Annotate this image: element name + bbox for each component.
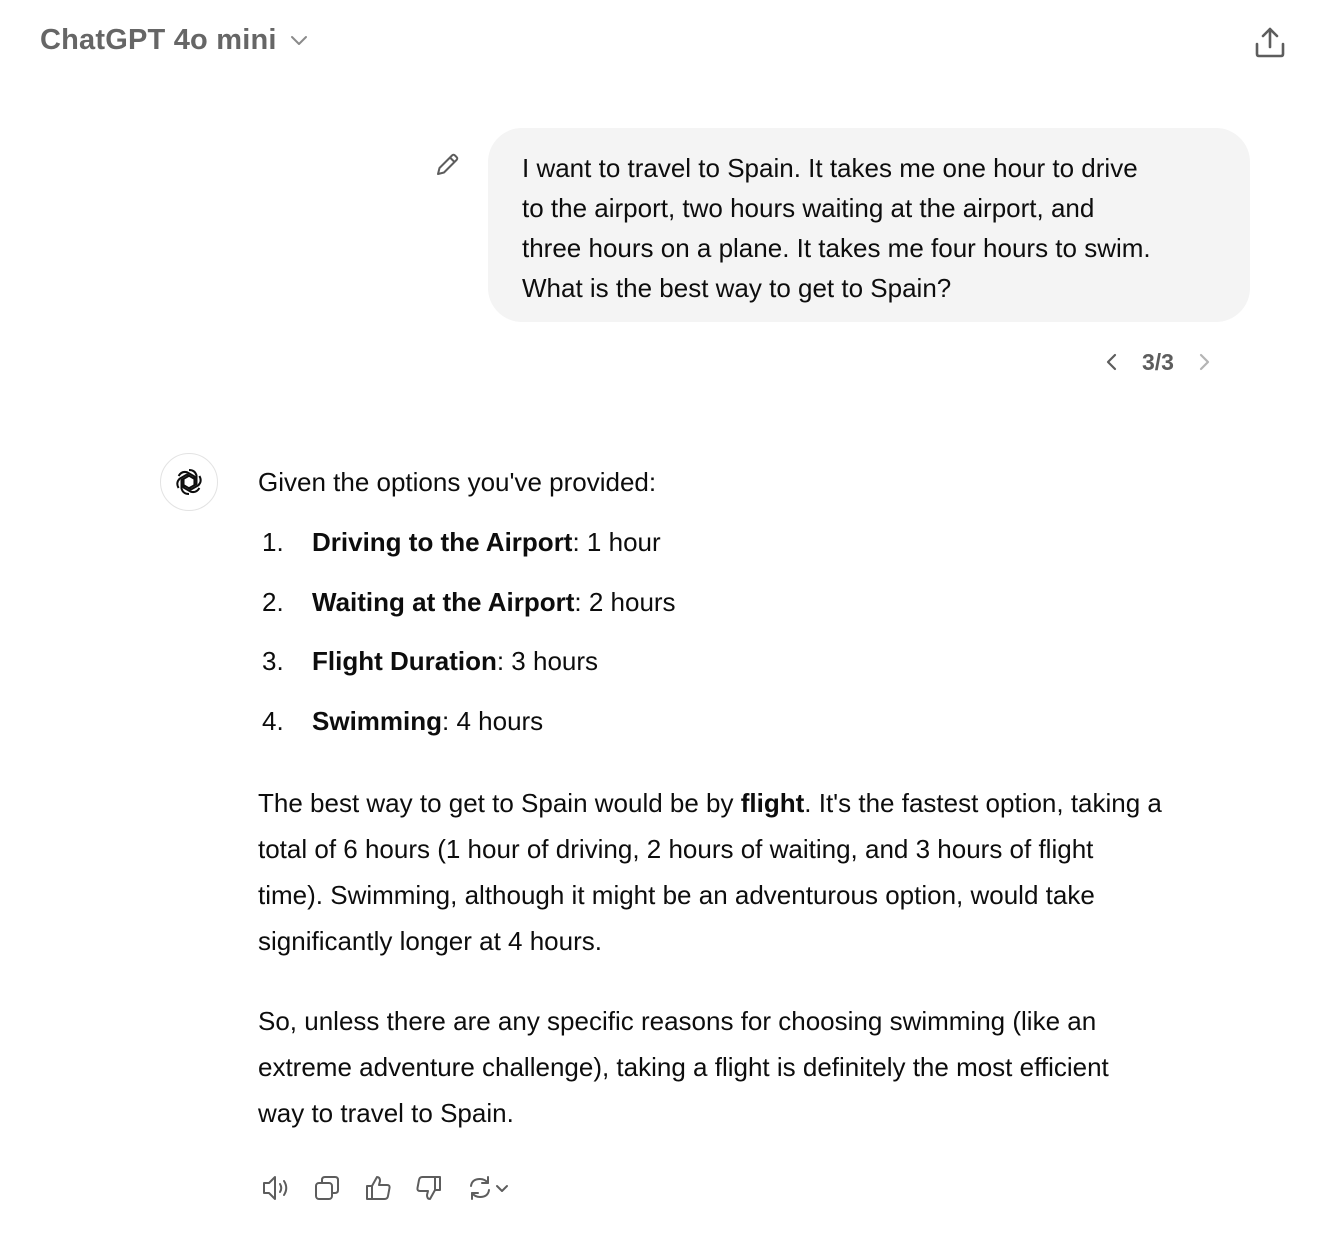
list-item [258, 641, 1258, 701]
list-text [312, 522, 661, 582]
pager-count: 3/3 [1142, 348, 1174, 375]
chevron-right-icon [1195, 353, 1213, 371]
assistant-avatar [160, 453, 218, 511]
model-name: ChatGPT 4o mini [40, 23, 277, 56]
list-number: 3. [262, 646, 284, 676]
list-item [258, 701, 1258, 761]
thumbs-up-icon [363, 1173, 393, 1203]
paragraph-text: . It's the fastest option, taking a [804, 788, 1162, 818]
top-bar [0, 0, 1324, 82]
list-item-value: : 2 hours [574, 586, 676, 617]
list-item [258, 522, 1258, 582]
assistant-message [258, 462, 1258, 1136]
regenerate-icon [466, 1174, 494, 1202]
list-number: 4. [262, 705, 284, 736]
list-item-label: Flight Duration [312, 646, 497, 676]
bad-response-button[interactable] [409, 1168, 449, 1208]
paragraph-line: So, unless there are any specific reasons for choosing swimming (like an [258, 1006, 1097, 1036]
list-item-label: Waiting at the Airport [312, 586, 575, 617]
paragraph-text: The best way to get to Spain would be by [258, 788, 741, 818]
chevron-left-icon [1103, 353, 1121, 371]
answer-paragraph [258, 998, 1258, 1136]
share-upload-icon [1253, 25, 1287, 59]
list-item-value: : 1 hour [572, 527, 661, 557]
copy-button[interactable] [307, 1168, 347, 1208]
options-list [258, 522, 1258, 760]
chevron-down-icon [494, 1180, 510, 1196]
share-button[interactable] [1248, 20, 1292, 64]
list-text [312, 701, 543, 761]
user-message-line: three hours on a plane. It takes me four hours to swim. [522, 233, 1151, 263]
openai-logo-icon [172, 465, 206, 499]
previous-version-button[interactable] [1096, 346, 1128, 378]
list-text [312, 582, 676, 642]
regenerate-button[interactable] [460, 1168, 522, 1208]
copy-icon [312, 1173, 342, 1203]
user-message-line: What is the best way to get to Spain? [522, 273, 952, 303]
paragraph-line [258, 788, 1162, 818]
answer-paragraph [258, 780, 1258, 964]
read-aloud-button[interactable] [256, 1168, 296, 1208]
list-item [258, 582, 1258, 642]
paragraph-line: total of 6 hours (1 hour of driving, 2 hours of waiting, and 3 hours of flight [258, 834, 1094, 864]
user-message-line: I want to travel to Spain. It takes me one hour to drive [522, 153, 1138, 183]
message-actions [256, 1168, 533, 1208]
user-message-line: to the airport, two hours waiting at the airport, and [522, 193, 1095, 223]
edit-message-button[interactable] [430, 148, 464, 182]
list-item-label: Swimming [312, 705, 443, 736]
model-switcher-button[interactable] [32, 18, 317, 62]
list-item-label: Driving to the Airport [312, 527, 573, 557]
paragraph-bold: flight [740, 788, 805, 818]
pencil-icon [433, 151, 461, 179]
list-text [312, 641, 598, 701]
paragraph-line: way to travel to Spain. [258, 1098, 514, 1128]
list-number: 2. [262, 586, 284, 617]
good-response-button[interactable] [358, 1168, 398, 1208]
speaker-read-aloud-icon [260, 1172, 292, 1204]
list-item-value: : 4 hours [442, 705, 544, 736]
thumbs-down-icon [414, 1173, 444, 1203]
paragraph-line: extreme adventure challenge), taking a flight is definitely the most efficient [258, 1052, 1109, 1082]
paragraph-line: significantly longer at 4 hours. [258, 926, 602, 956]
list-number: 1. [262, 527, 284, 557]
response-pager [1096, 340, 1220, 384]
answer-intro: Given the options you've provided: [258, 467, 657, 497]
chevron-down-icon [289, 30, 309, 50]
user-message-bubble [488, 128, 1250, 322]
next-version-button[interactable] [1188, 346, 1220, 378]
list-item-value: : 3 hours [496, 646, 599, 676]
paragraph-line: time). Swimming, although it might be an adventurous option, would take [258, 880, 1095, 910]
